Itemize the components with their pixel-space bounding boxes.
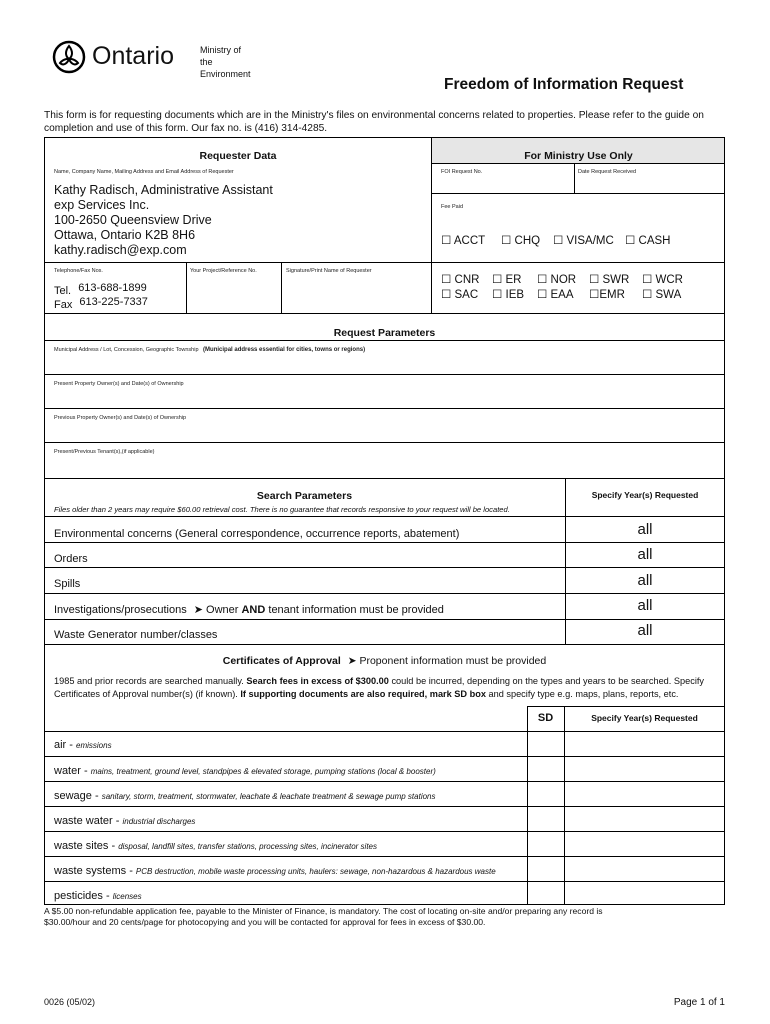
code-label: IEB: [505, 289, 525, 301]
cert-row-pesticides: [54, 890, 142, 902]
tel-value: 613-688-1899: [78, 282, 147, 294]
cert-row-desc: emissions: [76, 741, 112, 750]
cert-row-label: waste sites: [54, 840, 109, 852]
search-year-environmental[interactable]: all: [637, 521, 653, 538]
cert-row-desc: sanitary, storm, treatment, stormwater, leachate & leachate treatment & sewage pump stations: [101, 792, 436, 801]
cert-para-c: could be incurred, depending on the types and years to be searched. Specify: [388, 676, 705, 686]
foi-label: FOI Request No.: [441, 169, 483, 175]
municipal-note: (Municipal address essential for cities, towns or regions): [203, 347, 366, 353]
search-row-investigations: [54, 603, 444, 616]
cert-year-heading: Specify Year(s) Requested: [591, 713, 698, 723]
cert-row-waste-water: [54, 815, 195, 827]
search-row-waste-generator: Waste Generator number/classes: [54, 629, 218, 641]
invest-note-c: tenant information must be provided: [265, 604, 444, 616]
ministry-heading: For Ministry Use Only: [524, 150, 633, 162]
logo-wordmark: Ontario: [92, 42, 174, 70]
code-label: WCR: [655, 274, 683, 286]
checkbox-sac[interactable]: [441, 287, 478, 301]
present-owner-label: Present Property Owner(s) and Date(s) of Ownership: [54, 381, 184, 387]
checkbox-chq-label: CHQ: [514, 235, 541, 247]
cert-row-label: waste water: [54, 815, 113, 827]
search-row-spills: Spills: [54, 578, 81, 590]
checkbox-swr[interactable]: [589, 272, 629, 286]
cert-row-desc: PCB destruction, mobile waste processing units, haulers: sewage, non-hazardous & hazardous waste: [135, 867, 496, 876]
page-number: Page 1 of 1: [673, 997, 725, 1008]
invest-note-b: AND: [241, 604, 266, 616]
search-row-orders: Orders: [54, 553, 88, 565]
intro-line-1: This form is for requesting documents which are in the Ministry's files on environmental concerns related to properties. Please refer to the guide on: [44, 110, 704, 121]
trillium-icon: [52, 40, 86, 74]
checkbox-icon: ☐: [441, 235, 452, 247]
cert-sep: -: [126, 865, 136, 877]
cert-row-water: [54, 765, 436, 777]
cert-row-label: air: [54, 739, 67, 751]
previous-owner-label: Previous Property Owner(s) and Date(s) of Ownership: [54, 415, 187, 421]
cert-row-desc: disposal, landfill sites, transfer stations, processing sites, incinerator sites: [118, 842, 377, 851]
tenants-field[interactable]: [54, 449, 714, 475]
code-label: SWA: [655, 289, 682, 301]
request-parameters-heading: Request Parameters: [333, 327, 436, 339]
certificates-instructions: [54, 675, 720, 701]
checkbox-icon: ☐: [492, 289, 503, 301]
checkbox-er[interactable]: [492, 272, 522, 286]
search-year-spills[interactable]: all: [637, 572, 653, 589]
cert-row-waste-systems: [54, 865, 496, 877]
fee-notice-line-1: A $5.00 non-refundable application fee, payable to the Minister of Finance, is mandatory. The cost of locating on-site and/or preparing any record is: [44, 906, 603, 916]
search-note: Files older than 2 years may require $60.00 retrieval cost. There is no guarantee that records responsive to your request will be located.: [54, 505, 510, 514]
form-number: 0026 (05/02): [44, 997, 96, 1007]
phone-field[interactable]: [54, 281, 148, 309]
ministry-name: [200, 44, 251, 80]
date-received-label: Date Request Received: [578, 169, 637, 175]
cert-sep: -: [66, 739, 77, 751]
cert-row-label: waste systems: [54, 865, 127, 877]
fee-paid-label: Fee Paid: [441, 204, 464, 210]
fee-notice: [44, 906, 603, 928]
checkbox-chq[interactable]: [501, 233, 540, 247]
name-label: Name, Company Name, Mailing Address and Email Address of Requester: [54, 169, 234, 175]
certificates-heading: [44, 655, 725, 667]
search-row-environmental: Environmental concerns (General correspondence, occurrence reports, abatement): [54, 528, 460, 540]
search-year-investigations[interactable]: all: [637, 597, 653, 614]
requester-street: 100-2650 Queensview Drive: [54, 213, 212, 227]
cert-para-d: Certificates of Approval number(s) (if known).: [54, 689, 241, 699]
cert-para-a: 1985 and prior records are searched manually.: [54, 676, 247, 686]
checkbox-icon: ☐: [589, 274, 600, 286]
form-title: Freedom of Information Request: [444, 76, 684, 93]
municipal-address-field[interactable]: [54, 347, 714, 373]
arrow-icon: ➤: [193, 604, 203, 616]
checkbox-visa-label: VISA/MC: [566, 235, 614, 247]
intro-line-2: completion and use of this form. Our fax no. is (416) 314-4285.: [44, 123, 328, 134]
cert-row-waste-sites: [54, 840, 377, 852]
cert-sep: -: [108, 840, 119, 852]
code-label: ER: [505, 274, 522, 286]
reference-field[interactable]: [188, 278, 280, 312]
certificates-title: Certificates of Approval: [222, 655, 341, 667]
search-year-heading: Specify Year(s) Requested: [591, 490, 699, 500]
cert-row-desc: industrial discharges: [122, 817, 196, 826]
ontario-logo: [52, 40, 192, 76]
fee-notice-line-2: $30.00/hour and 20 cents/page for photocopying and you will be contacted for approval for fees in excess of $30.00.: [44, 917, 486, 927]
checkbox-icon: ☐: [625, 235, 636, 247]
cert-row-desc: mains, treatment, ground level, standpipes & elevated storage, pumping stations (local & booster): [90, 767, 436, 776]
cert-para-b: Search fees in excess of $300.00: [246, 676, 389, 686]
checkbox-emr[interactable]: [589, 287, 625, 301]
checkbox-icon: ☐: [501, 235, 512, 247]
ref-label: Your Project/Reference No.: [190, 268, 257, 274]
checkbox-icon: ☐: [537, 289, 548, 301]
cert-row-label: pesticides: [54, 890, 103, 902]
checkbox-visa[interactable]: [553, 233, 614, 247]
checkbox-icon: ☐: [441, 289, 452, 301]
cert-sep: -: [80, 765, 91, 777]
ministry-line-1: Ministry of: [200, 45, 242, 55]
code-label: CNR: [454, 274, 480, 286]
checkbox-icon: ☐: [441, 274, 452, 286]
checkbox-cash[interactable]: [625, 233, 670, 247]
requester-name-block[interactable]: [54, 183, 273, 258]
checkbox-icon: ☐: [589, 289, 600, 301]
cert-row-sewage: [54, 790, 436, 802]
cert-para-e: If supporting documents are also required, mark SD box: [240, 689, 486, 699]
cert-sep: -: [102, 890, 113, 902]
ministry-line-3: Environment: [200, 69, 251, 79]
checkbox-icon: ☐: [537, 274, 548, 286]
checkbox-acct-label: ACCT: [453, 235, 486, 247]
fax-value: 613-225-7337: [79, 296, 148, 308]
present-owner-field[interactable]: [54, 381, 714, 407]
certificates-heading-suffix: Proponent information must be provided: [356, 655, 547, 667]
cert-row-label: sewage: [54, 790, 92, 802]
checkbox-icon: ☐: [642, 289, 653, 301]
code-label: SWR: [602, 274, 630, 286]
checkbox-cnr[interactable]: [441, 272, 479, 286]
cert-row-air: [54, 739, 112, 751]
checkbox-eaa[interactable]: [537, 287, 574, 301]
code-label: EAA: [550, 289, 574, 301]
invest-note-a: Owner: [202, 604, 242, 616]
code-label: EMR: [599, 289, 625, 301]
checkbox-cash-label: CASH: [638, 235, 671, 247]
tel-label: Telephone/Fax Nos.: [54, 268, 103, 274]
search-year-orders[interactable]: all: [637, 546, 653, 563]
requester-heading: Requester Data: [199, 150, 277, 162]
requester-city: Ottawa, Ontario K2B 8H6: [54, 228, 196, 242]
tel-prefix: Tel.: [54, 285, 72, 297]
intro-text: [44, 109, 704, 135]
requester-company: exp Services Inc.: [54, 198, 150, 212]
search-heading: Search Parameters: [256, 490, 353, 502]
arrow-icon: ➤: [347, 655, 357, 667]
sd-heading: SD: [537, 712, 554, 724]
checkbox-wcr[interactable]: [642, 272, 683, 286]
code-label: NOR: [550, 274, 577, 286]
checkbox-acct[interactable]: [441, 233, 485, 247]
cert-row-label: water: [54, 765, 81, 777]
tenants-label: Present/Previous Tenant(s),(if applicable): [54, 449, 155, 455]
checkbox-icon: ☐: [492, 274, 503, 286]
fax-prefix: Fax: [54, 299, 73, 311]
checkbox-ieb[interactable]: [492, 287, 524, 301]
signature-field[interactable]: [283, 278, 430, 312]
cert-para-f: and specify type e.g. maps, plans, reports, etc.: [485, 689, 679, 699]
checkbox-icon: ☐: [642, 274, 653, 286]
cert-sep: -: [91, 790, 102, 802]
ministry-line-2: the: [200, 57, 213, 67]
search-year-waste-generator[interactable]: all: [637, 622, 653, 639]
checkbox-swa[interactable]: [642, 287, 681, 301]
cert-row-desc: licenses: [112, 892, 142, 901]
cert-sep: -: [112, 815, 123, 827]
requester-email: kathy.radisch@exp.com: [54, 243, 187, 257]
signature-label: Signature/Print Name of Requester: [286, 268, 372, 274]
checkbox-icon: ☐: [553, 235, 564, 247]
previous-owner-field[interactable]: [54, 415, 714, 441]
municipal-label: Municipal Address / Lot, Concession, Geographic Township: [54, 347, 199, 353]
investigations-label: Investigations/prosecutions: [54, 604, 187, 616]
checkbox-nor[interactable]: [537, 272, 576, 286]
code-label: SAC: [454, 289, 479, 301]
requester-name: Kathy Radisch, Administrative Assistant: [54, 183, 273, 197]
